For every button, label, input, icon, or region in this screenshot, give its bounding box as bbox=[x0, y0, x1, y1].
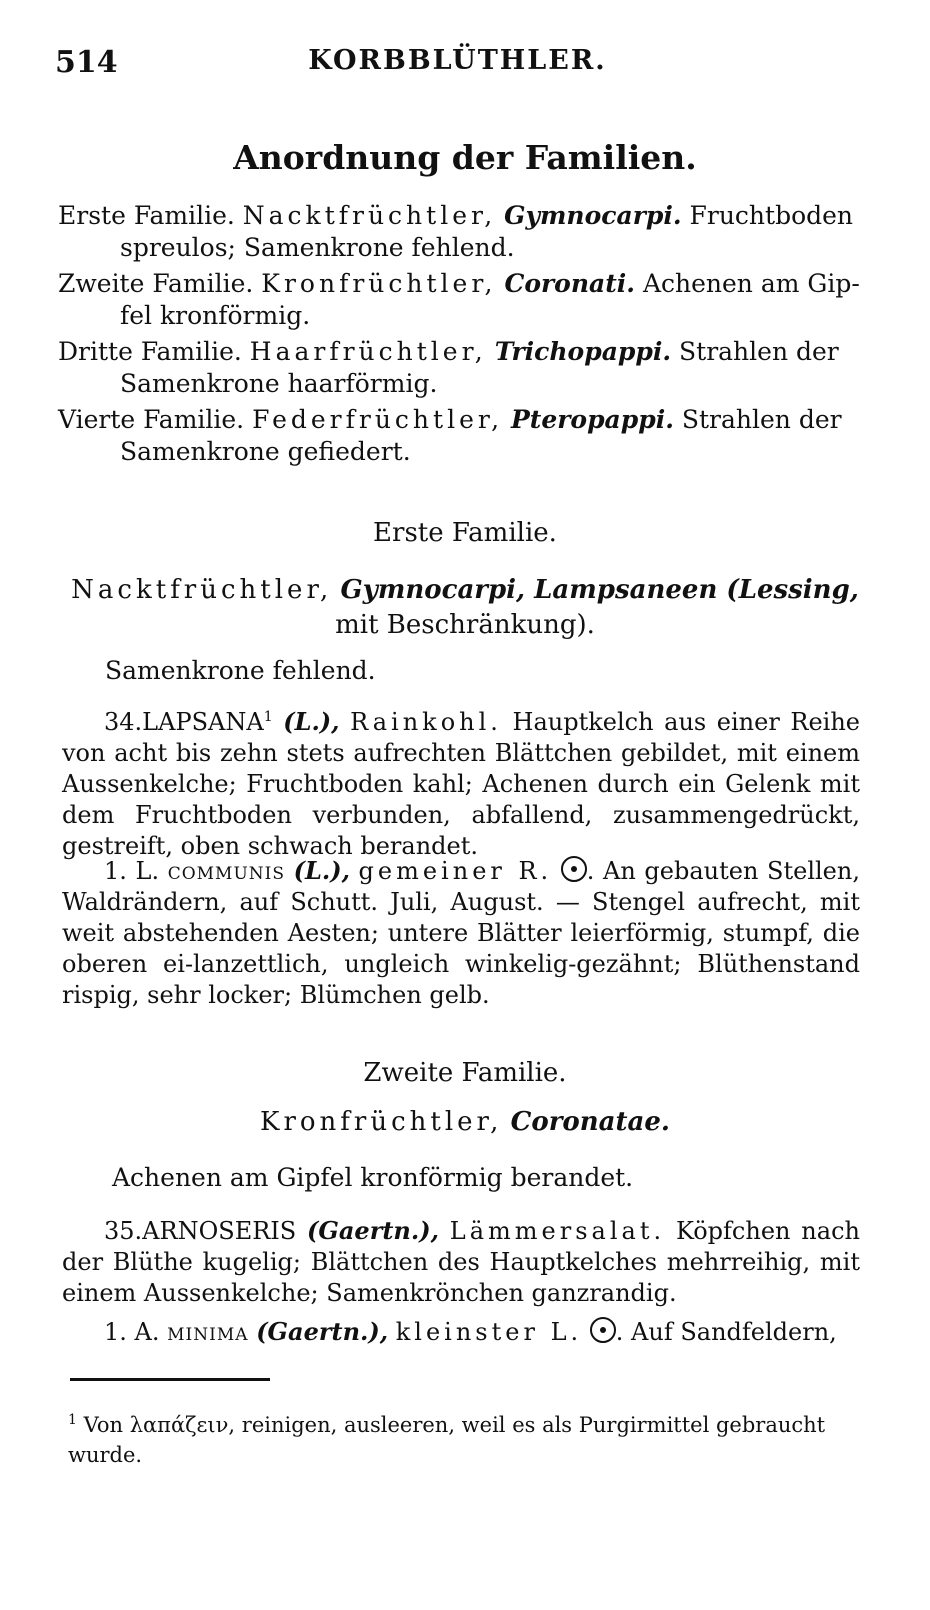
family-summary-1: Samenkrone fehlend. bbox=[105, 656, 376, 685]
family-desc: Strahlen der bbox=[679, 337, 839, 366]
family-title-cont: mit Beschränkung). bbox=[335, 610, 595, 640]
family-label: Dritte Familie. bbox=[58, 337, 242, 366]
family-name: Kronfrüchtler, bbox=[261, 269, 497, 298]
page-number: 514 bbox=[55, 45, 118, 80]
family-desc: Strahlen der bbox=[681, 405, 842, 434]
family-latin: Coronati. bbox=[504, 269, 635, 298]
species-description: . Auf Sandfeldern, bbox=[615, 1318, 837, 1346]
family-name: Nacktfrüchtler, bbox=[242, 201, 497, 230]
family-desc-cont: spreulos; Samenkrone fehlend. bbox=[120, 233, 515, 262]
family-desc: Fruchtboden bbox=[689, 201, 854, 230]
genus-description: Hauptkelch aus einer Reihe von acht bis zehn stets aufrechten Blättchen gebildet, mit einem Aussenkelche; Fruchtboden kahl; Achenen durch ein Gelenk mit dem Fruchtboden verbunden, abfallend, zusammengedrückt, gestreift, oben schwach berandet. bbox=[62, 708, 860, 860]
species-name: communis bbox=[167, 857, 286, 885]
genus-entry-lapsana bbox=[62, 702, 860, 862]
family-overview-item bbox=[58, 336, 860, 400]
species-common-name: kleinster L. bbox=[395, 1318, 583, 1346]
species-author: (L.), bbox=[293, 856, 350, 885]
family-overview-item bbox=[58, 200, 860, 264]
family-latin: Coronatae. bbox=[510, 1107, 670, 1137]
family-summary-2: Achenen am Gipfel kronförmig berandet. bbox=[112, 1163, 634, 1192]
genus-number: 35. bbox=[104, 1217, 143, 1245]
family-overview-item bbox=[58, 404, 860, 468]
footnote-ref: 1 bbox=[263, 709, 273, 725]
family-label: Vierte Familie. bbox=[58, 405, 245, 434]
genus-number: 34. bbox=[104, 708, 143, 736]
running-title: KORBBLÜTHLER. bbox=[308, 45, 607, 76]
species-number: 1. L. bbox=[104, 857, 160, 885]
family-name: Haarfrüchtler, bbox=[249, 337, 487, 366]
family-title-1 bbox=[0, 575, 930, 605]
genus-common-name: Lämmersalat. bbox=[449, 1217, 666, 1245]
species-name: minima bbox=[167, 1318, 249, 1346]
family-desc-cont: Samenkrone haarförmig. bbox=[120, 369, 438, 398]
genus-author: (L.), bbox=[283, 707, 340, 736]
family-title-2 bbox=[0, 1107, 930, 1137]
family-desc-cont: Samenkrone gefiedert. bbox=[120, 437, 411, 466]
section-heading-2: Zweite Familie. bbox=[363, 1058, 567, 1088]
annual-symbol-icon bbox=[590, 1317, 616, 1343]
family-label: Zweite Familie. bbox=[58, 269, 254, 298]
family-latin: Gymnocarpi, Lampsaneen (Lessing, bbox=[340, 575, 859, 605]
family-name: Nacktfrüchtler, bbox=[71, 575, 333, 605]
species-author: (Gaertn.), bbox=[256, 1317, 389, 1346]
section-heading-1: Erste Familie. bbox=[373, 518, 557, 548]
family-latin: Pteropappi. bbox=[510, 405, 674, 434]
genus-description: Köpfchen nach der Blüthe kugelig; Blättchen des Hauptkelches mehrreihig, mit einem Aussenkelche; Samenkrönchen ganzrandig. bbox=[62, 1217, 860, 1307]
section-title: Anordnung der Familien. bbox=[233, 138, 697, 177]
genus-name: LAPSANA bbox=[142, 708, 264, 736]
family-latin: Trichopappi. bbox=[494, 337, 672, 366]
genus-entry-arnoseris bbox=[62, 1215, 860, 1309]
species-number: 1. A. bbox=[104, 1318, 160, 1346]
family-label: Erste Familie. bbox=[58, 201, 235, 230]
genus-author: (Gaertn.), bbox=[307, 1216, 439, 1245]
family-overview-item bbox=[58, 268, 860, 332]
family-desc: Achenen am Gip- bbox=[642, 269, 860, 298]
page-header bbox=[55, 45, 860, 85]
family-desc-cont: fel kronförmig. bbox=[120, 301, 311, 330]
genus-name: ARNOSERIS bbox=[142, 1217, 297, 1245]
species-common-name: gemeiner R. bbox=[358, 857, 553, 885]
footnote bbox=[68, 1405, 860, 1470]
family-latin: Gymnocarpi. bbox=[504, 201, 682, 230]
species-description: . An gebauten Stellen, Waldrändern, auf Schutt. Juli, August. — Stengel aufrecht, mit weit abstehenden Aesten; untere Blätter leierförmig, stumpf, die oberen ei-lanzettlich, ungleich winkelig-gezähnt; Blüthenstand rispig, sehr locker; Blümchen gelb. bbox=[62, 857, 860, 1009]
footnote-text: Von λαπάζειν, reinigen, ausleeren, weil es als Purgirmittel gebraucht wurde. bbox=[68, 1413, 826, 1467]
footnote-mark: 1 bbox=[68, 1412, 77, 1428]
genus-common-name: Rainkohl. bbox=[350, 708, 502, 736]
footnote-rule bbox=[70, 1378, 270, 1381]
species-entry-communis bbox=[62, 855, 860, 1011]
family-name: Federfrüchtler, bbox=[252, 405, 504, 434]
family-name: Kronfrüchtler, bbox=[260, 1107, 503, 1137]
annual-symbol-icon bbox=[561, 856, 587, 882]
species-entry-minima bbox=[62, 1316, 860, 1348]
